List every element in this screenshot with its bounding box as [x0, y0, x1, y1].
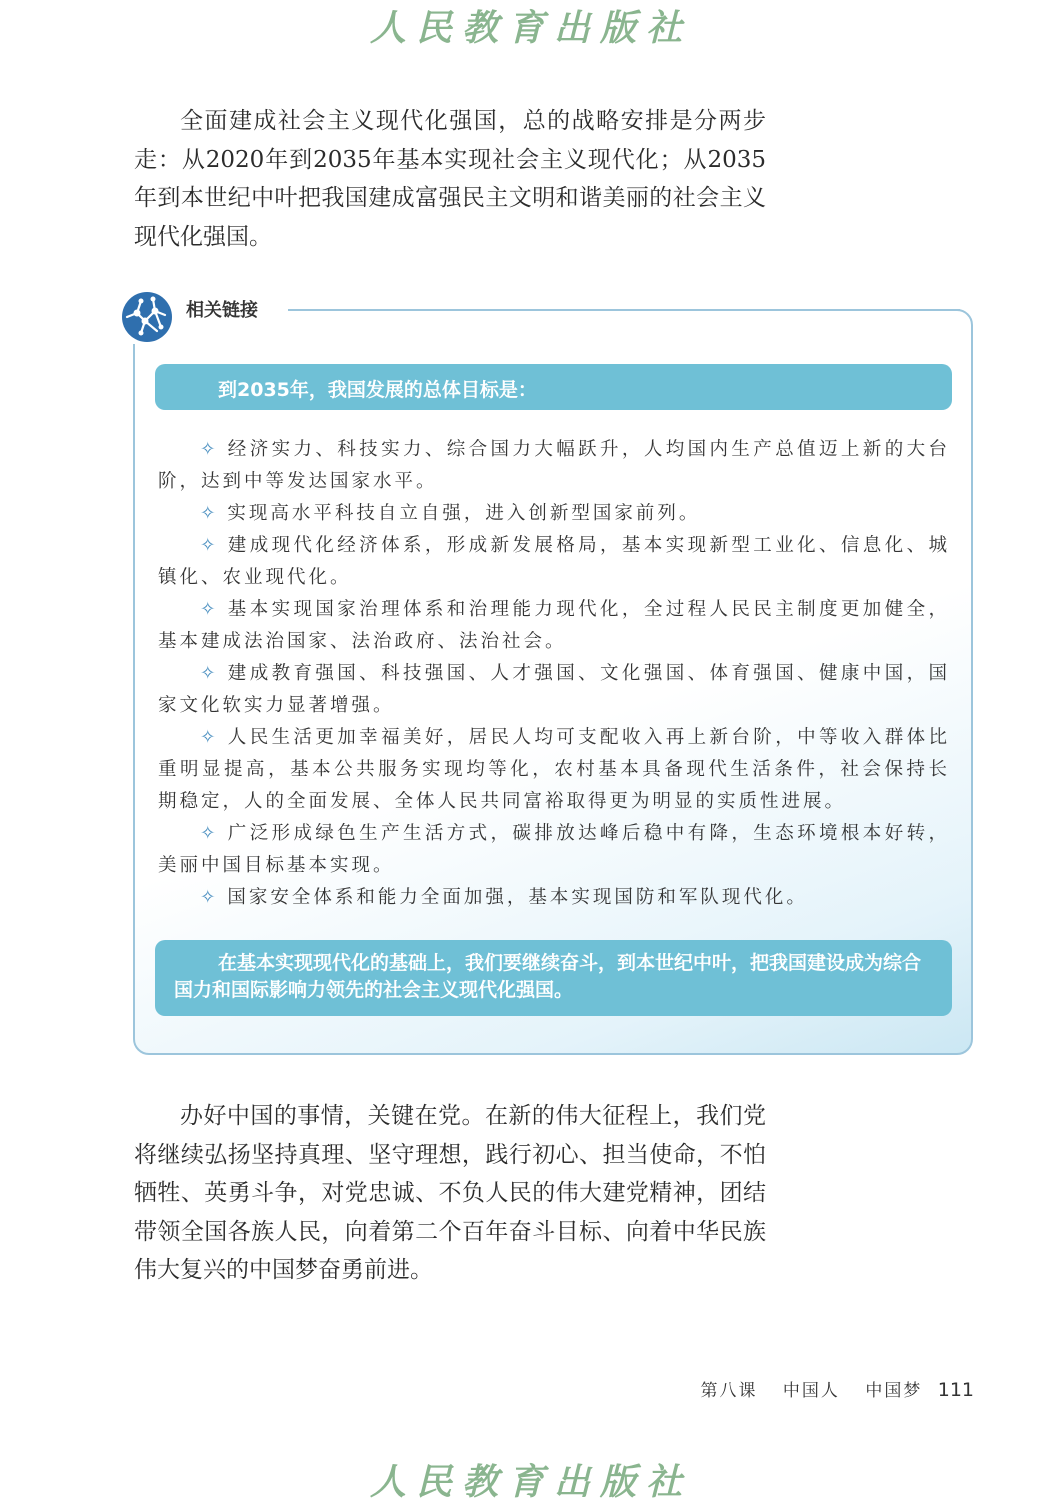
related-link-title: 相关链接 — [186, 300, 258, 321]
goal-item — [158, 658, 950, 722]
diamond-icon: ✧ — [200, 663, 219, 684]
related-link-header-line — [282, 309, 960, 311]
footer-lesson: 第八课 — [700, 1381, 758, 1401]
body-paragraph-1: 全面建成社会主义现代化强国，总的战略安排是分两步走：从2020年到2035年基本实现社会主义现代化；从2035年到本世纪中叶把我国建成富强民主文明和谐美丽的社会主义现代化强国。 — [134, 108, 766, 250]
diamond-icon: ✧ — [200, 823, 219, 844]
diamond-icon: ✧ — [200, 535, 219, 556]
body-paragraph-2: 办好中国的事情，关键在党。在新的伟大征程上，我们党将继续弘扬坚持真理、坚守理想，践行初心、担当使命，不怕牺牲、英勇斗争，对党忠诚、不负人民的伟大建党精神，团结带领全国各族人民，向着第二个百年奋斗目标、向着中华民族伟大复兴的中国梦奋勇前进。 — [134, 1103, 766, 1283]
goal-item — [158, 434, 950, 498]
goal-item — [158, 722, 950, 818]
goals-banner-conclusion: 在基本实现现代化的基础上，我们要继续奋斗，到本世纪中叶，把我国建设成为综合国力和国际影响力领先的社会主义现代化强国。 — [155, 940, 952, 1016]
goal-item — [158, 530, 950, 594]
goal-item — [158, 594, 950, 658]
goal-text: 国家安全体系和能力全面加强，基本实现国防和军队现代化。 — [227, 887, 808, 908]
goals-list — [158, 434, 950, 914]
diamond-icon: ✧ — [200, 503, 219, 524]
goal-item — [158, 882, 950, 914]
footer-topic-1: 中国人 — [782, 1381, 840, 1401]
goal-text: 建成现代化经济体系，形成新发展格局，基本实现新型工业化、信息化、城镇化、农业现代化。 — [158, 535, 950, 588]
publisher-watermark-bottom: 人民教育出版社 — [369, 1461, 692, 1503]
page-number: 111 — [937, 1379, 974, 1401]
goal-text: 建成教育强国、科技强国、人才强国、文化强国、体育强国、健康中国，国家文化软实力显著增强。 — [158, 663, 950, 716]
goal-text: 人民生活更加幸福美好，居民人均可支配收入再上新台阶，中等收入群体比重明显提高，基本公共服务实现均等化，农村基本具备现代生活条件，社会保持长期稳定，人的全面发展、全体人民共同富裕取得更为明显的实质性进展。 — [158, 727, 950, 812]
related-link-icon — [121, 291, 173, 343]
diamond-icon: ✧ — [200, 439, 219, 460]
page-footer — [701, 1376, 974, 1401]
goal-text: 经济实力、科技实力、综合国力大幅跃升，人均国内生产总值迈上新的大台阶，达到中等发达国家水平。 — [158, 439, 950, 492]
diamond-icon: ✧ — [200, 599, 219, 620]
goal-text: 实现高水平科技自立自强，进入创新型国家前列。 — [227, 503, 701, 524]
diamond-icon: ✧ — [200, 887, 219, 908]
footer-topic-2: 中国梦 — [865, 1381, 923, 1401]
goals-banner-heading: 到2035年，我国发展的总体目标是： — [155, 364, 952, 410]
diamond-icon: ✧ — [200, 727, 219, 748]
goal-item — [158, 818, 950, 882]
goal-text: 广泛形成绿色生产生活方式，碳排放达峰后稳中有降，生态环境根本好转，美丽中国目标基本实现。 — [158, 823, 950, 876]
goal-text: 基本实现国家治理体系和治理能力现代化，全过程人民民主制度更加健全，基本建成法治国家、法治政府、法治社会。 — [158, 599, 950, 652]
goal-item — [158, 498, 950, 530]
publisher-watermark-top: 人民教育出版社 — [369, 7, 692, 49]
